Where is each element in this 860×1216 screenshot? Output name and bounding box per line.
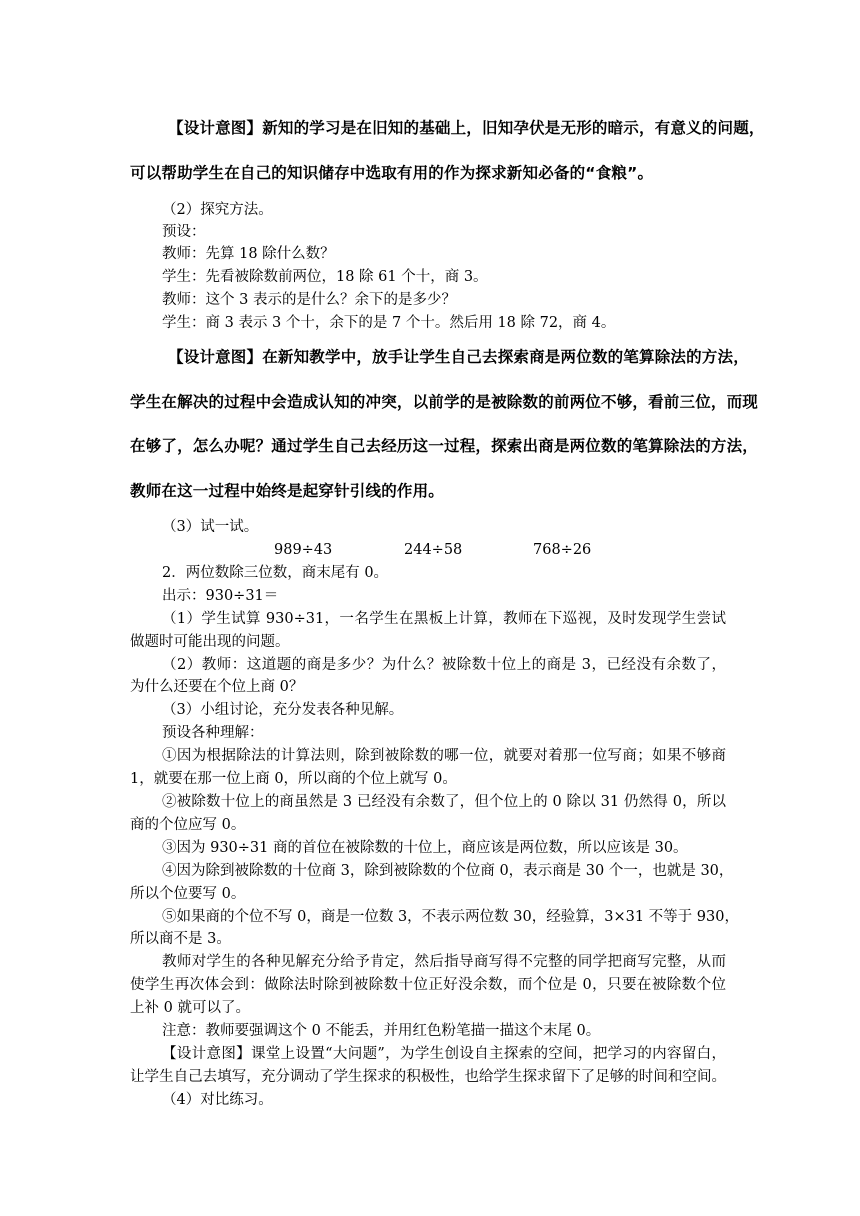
note: 注意：教师要强调这个 0 不能丢，并用红色粉笔描一描这个末尾 0。 <box>162 1023 601 1039</box>
p1-line1: （1）学生试算 930÷31，一名学生在黑板上计算，教师在下巡视，及时发现学生尝试 <box>162 611 726 627</box>
dialog-line: 学生：商 3 表示 3 个十，余下的是 7 个十。然后用 18 除 72，商 4。 <box>162 315 616 331</box>
p2-line1: （2）教师：这道题的商是多少？为什么？被除数十位上的商是 3，已经没有余数了， <box>162 657 726 673</box>
try-problem: 768÷26 <box>533 542 592 558</box>
dialog-line: 教师：这个 3 表示的是什么？余下的是多少？ <box>162 292 456 308</box>
design-intent-1-line2: 可以帮助学生在自己的知识储存中选取有用的作为探求新知必备的“食粮”。 <box>130 164 654 182</box>
dialog-line: 学生：先看被除数前两位，18 除 61 个十，商 3。 <box>162 269 488 285</box>
design-intent-2-line4: 教师在这一过程中始终是起穿针引线的作用。 <box>130 482 445 500</box>
u3: ③因为 930÷31 商的首位在被除数的十位上，商应该是两位数，所以应该是 30。 <box>162 840 688 856</box>
u5-line1: ⑤如果商的个位不写 0，商是一位数 3，不表示两位数 30，经验算，3×31 不等于 930， <box>162 909 739 925</box>
u5-line2: 所以商不是 3。 <box>130 931 231 947</box>
explore-heading: （2）探究方法。 <box>162 202 273 218</box>
teacher-line1: 教师对学生的各种见解充分给予肯定，然后指导商写得不完整的同学把商写完整，从而 <box>162 954 726 970</box>
design-intent-3-line2: 让学生自己去填写，充分调动了学生探求的积极性，也给学生探求留下了足够的时间和空间。 <box>130 1069 726 1085</box>
u4-line2: 所以个位要写 0。 <box>130 886 246 902</box>
section2-heading: 2．两位数除三位数，商末尾有 0。 <box>162 565 389 581</box>
u1-line2: 1，就要在那一位上商 0，所以商的个位上就写 0。 <box>130 771 457 787</box>
u1-line1: ①因为根据除法的计算法则，除到被除数的哪一位，就要对着那一位写商；如果不够商 <box>162 748 726 764</box>
try-heading: （3）试一试。 <box>162 519 259 535</box>
section2-show: 出示：930÷31＝ <box>162 588 279 604</box>
design-intent-2-line3: 在够了，怎么办呢？通过学生自己去经历这一过程，探索出商是两位数的笔算除法的方法， <box>130 437 759 455</box>
explore-preset: 预设： <box>162 224 206 240</box>
design-intent-3-line1: 【设计意图】课堂上设置“大问题”，为学生创设自主探索的空间，把学习的内容留白， <box>162 1046 726 1062</box>
teacher-line2: 使学生再次体会到：做除法时除到被除数十位正好没余数，而个位是 0，只要在被除数个位 <box>130 977 726 993</box>
try-problem: 244÷58 <box>404 542 463 558</box>
u2-line2: 商的个位应写 0。 <box>130 817 246 833</box>
p4: 预设各种理解： <box>162 725 264 741</box>
u2-line1: ②被除数十位上的商虽然是 3 已经没有余数了，但个位上的 0 除以 31 仍然得 0，所以 <box>162 794 726 810</box>
dialog-line: 教师：先算 18 除什么数？ <box>162 246 335 262</box>
design-intent-2-line1: 【设计意图】在新知教学中，放手让学生自己去探索商是两位数的笔算除法的方法， <box>168 348 749 366</box>
p1-line2: 做题时可能出现的问题。 <box>130 634 290 650</box>
p3: （3）小组讨论，充分发表各种见解。 <box>162 702 404 718</box>
u4-line1: ④因为除到被除数的十位商 3，除到被除数的个位商 0，表示商是 30 个一，也就是 30， <box>162 863 734 879</box>
teacher-line3: 上补 0 就可以了。 <box>130 1000 250 1016</box>
p5: （4）对比练习。 <box>162 1092 273 1108</box>
try-problem: 989÷43 <box>274 542 333 558</box>
design-intent-2-line2: 学生在解决的过程中会造成认知的冲突，以前学的是被除数的前两位不够，看前三位，而现 <box>130 393 759 411</box>
design-intent-1-line1: 【设计意图】新知的学习是在旧知的基础上，旧知孕伏是无形的暗示，有意义的问题， <box>168 119 765 137</box>
p2-line2: 为什么还要在个位上商 0？ <box>130 679 304 695</box>
